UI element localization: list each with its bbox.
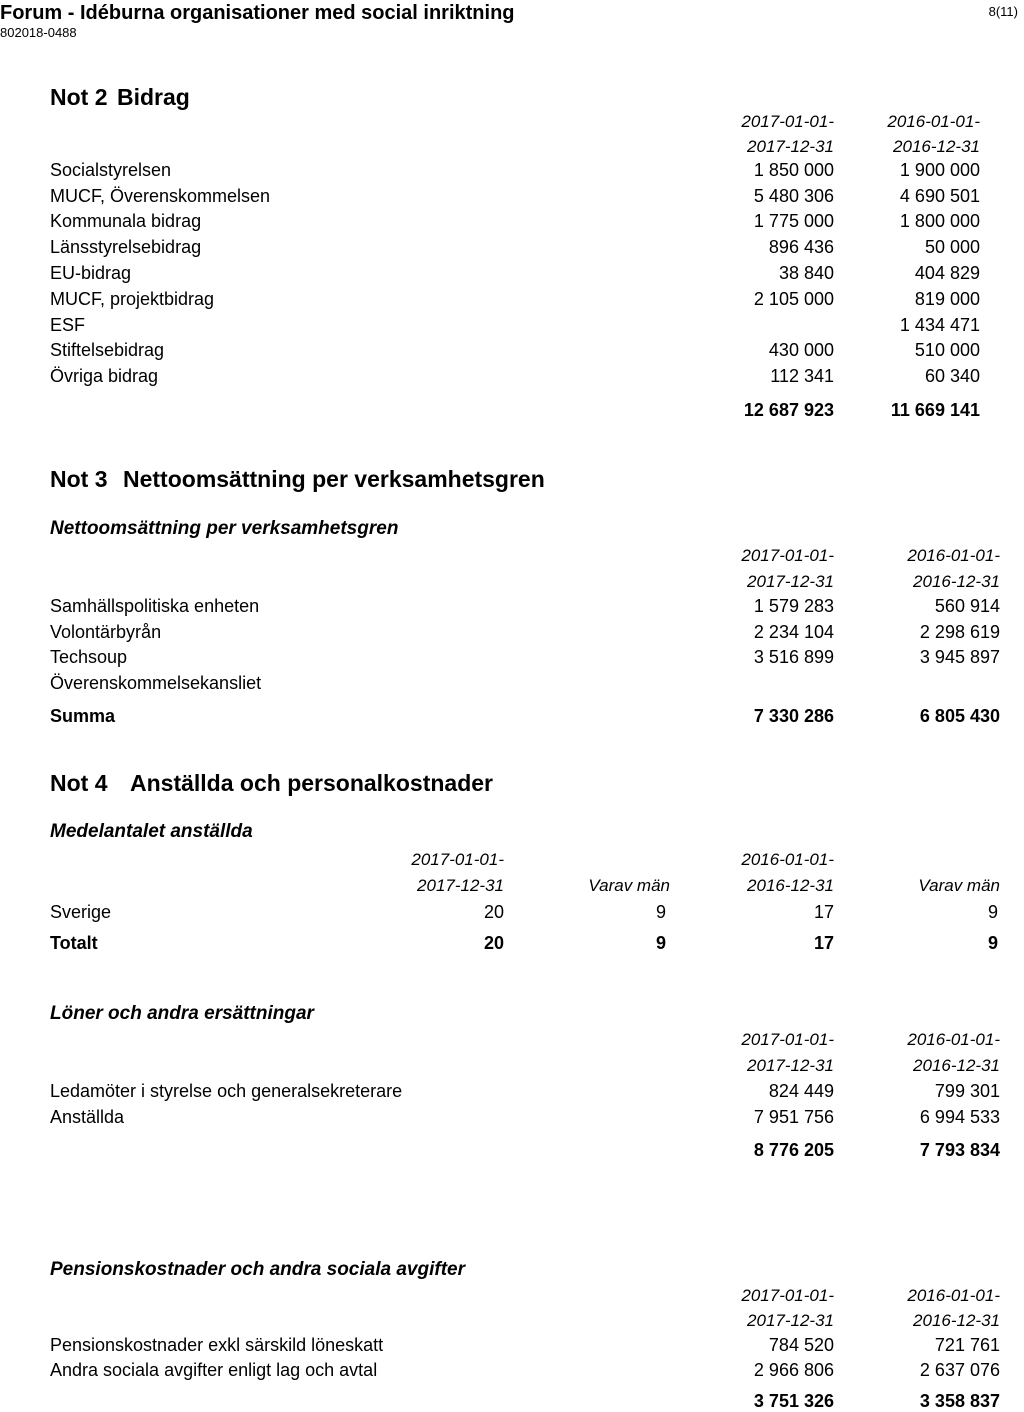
- note3-row-2017: 1 579 283: [753, 596, 834, 616]
- note2-row-2017: 2 105 000: [753, 289, 834, 309]
- note2-title: Bidrag: [117, 84, 190, 110]
- note3-total-2016: 6 805 430: [919, 706, 1000, 726]
- note2-row-2016: 1 900 000: [899, 160, 980, 180]
- note3-row-2016: 3 945 897: [919, 647, 1000, 667]
- note2-row-label: Socialstyrelsen: [50, 160, 172, 180]
- pensions-row-2016: 2 637 076: [919, 1360, 1000, 1380]
- employees-row-label: Sverige: [50, 902, 112, 922]
- salaries-row-2016: 6 994 533: [919, 1107, 1000, 1127]
- document-title: Forum - Idéburna organisationer med social inriktning: [0, 2, 515, 24]
- note3-number: Not 3: [50, 466, 108, 492]
- employees-total-men-2017: 9: [655, 933, 666, 953]
- note2-row-label: MUCF, projektbidrag: [50, 289, 215, 309]
- employees-total-men-2016: 9: [987, 933, 998, 953]
- employees-period-2016-start: 2016-01-01-: [741, 850, 834, 869]
- note3-title: Nettoomsättning per verksamhetsgren: [123, 466, 545, 492]
- pensions-subtitle: Pensionskostnader och andra sociala avgifter: [50, 1259, 465, 1280]
- employees-subtitle: Medelantalet anställda: [50, 821, 253, 842]
- employees-total-2016: 17: [813, 933, 834, 953]
- note3-row-label: Överenskommelsekansliet: [50, 673, 262, 693]
- employees-period-2016-end: 2016-12-31: [747, 876, 834, 895]
- employees-row-men-2017: 9: [655, 902, 666, 922]
- note2-row-label: EU-bidrag: [50, 263, 132, 283]
- salaries-period-2016-end: 2016-12-31: [913, 1056, 1000, 1075]
- pensions-period-2017-start: 2017-01-01-: [741, 1286, 834, 1305]
- note2-period-2016-end: 2016-12-31: [893, 137, 980, 156]
- note2-row-2016: 510 000: [914, 340, 980, 360]
- salaries-subtitle: Löner och andra ersättningar: [50, 1003, 314, 1024]
- salaries-period-2016-start: 2016-01-01-: [907, 1030, 1000, 1049]
- employees-row-2017: 20: [483, 902, 504, 922]
- note3-period-2017-end: 2017-12-31: [747, 572, 834, 591]
- pensions-period-2016-start: 2016-01-01-: [907, 1286, 1000, 1305]
- note3-row-label: Volontärbyrån: [50, 622, 162, 642]
- note3-subtitle: Nettoomsättning per verksamhetsgren: [50, 518, 399, 539]
- note2-row-2016: 1 800 000: [899, 211, 980, 231]
- note3-period-2016-end: 2016-12-31: [913, 572, 1000, 591]
- pensions-row-label: Pensionskostnader exkl särskild löneskatt: [50, 1335, 384, 1355]
- note2-row-2017: 112 341: [770, 366, 834, 386]
- pensions-row-2017: 784 520: [768, 1335, 834, 1355]
- salaries-period-2017-start: 2017-01-01-: [741, 1030, 834, 1049]
- note2-row-label: Övriga bidrag: [50, 366, 159, 386]
- employees-total-label: Totalt: [50, 933, 98, 953]
- note4-title: Anställda och personalkostnader: [130, 770, 493, 796]
- employees-men-header-2017: Varav män: [588, 876, 670, 895]
- note2-row-2017: 896 436: [768, 237, 834, 257]
- note3-total-label: Summa: [50, 706, 116, 726]
- pensions-row-2017: 2 966 806: [753, 1360, 834, 1380]
- salaries-row-2017: 824 449: [768, 1081, 834, 1101]
- employees-row-men-2016: 9: [987, 902, 998, 922]
- salaries-total-2016: 7 793 834: [919, 1140, 1000, 1160]
- salaries-period-2017-end: 2017-12-31: [747, 1056, 834, 1075]
- note3-row-label: Techsoup: [50, 647, 128, 667]
- note2-row-label: Stiftelsebidrag: [50, 340, 165, 360]
- pensions-period-2017-end: 2017-12-31: [747, 1311, 834, 1330]
- employees-period-2017-end: 2017-12-31: [417, 876, 504, 895]
- note2-row-2016: 60 340: [924, 366, 980, 386]
- note2-row-2016: 4 690 501: [899, 186, 980, 206]
- note2-row-label: ESF: [50, 315, 86, 335]
- note2-row-2016: 50 000: [924, 237, 980, 257]
- note3-total-2017: 7 330 286: [753, 706, 834, 726]
- note2-row-label: Kommunala bidrag: [50, 211, 202, 231]
- note2-row-2017: 1 850 000: [753, 160, 834, 180]
- pensions-row-label: Andra sociala avgifter enligt lag och avtal: [50, 1360, 378, 1380]
- note2-row-label: MUCF, Överenskommelsen: [50, 186, 271, 206]
- pensions-total-2016: 3 358 837: [919, 1391, 1000, 1411]
- note2-row-2016: 819 000: [914, 289, 980, 309]
- salaries-row-label: Ledamöter i styrelse och generalsekreterare: [50, 1081, 403, 1101]
- salaries-row-label: Anställda: [50, 1107, 125, 1127]
- salaries-row-2016: 799 301: [934, 1081, 1000, 1101]
- note3-row-2017: 3 516 899: [753, 647, 834, 667]
- pensions-row-2016: 721 761: [934, 1335, 1000, 1355]
- employees-total-2017: 20: [483, 933, 504, 953]
- note3-period-2016-start: 2016-01-01-: [907, 546, 1000, 565]
- employees-men-header-2016: Varav män: [918, 876, 1000, 895]
- note2-period-2017-start: 2017-01-01-: [741, 112, 834, 131]
- note2-row-2016: 404 829: [914, 263, 980, 283]
- organisation-number: 802018-0488: [0, 25, 77, 40]
- note2-row-2017: 1 775 000: [753, 211, 834, 231]
- note2-row-2016: 1 434 471: [899, 315, 980, 335]
- salaries-row-2017: 7 951 756: [753, 1107, 834, 1127]
- note3-row-2016: 560 914: [934, 596, 1000, 616]
- note4-number: Not 4: [50, 770, 108, 796]
- note3-row-2016: 2 298 619: [919, 622, 1000, 642]
- employees-period-2017-start: 2017-01-01-: [411, 850, 504, 869]
- note2-row-label: Länsstyrelsebidrag: [50, 237, 202, 257]
- note3-row-2017: 2 234 104: [753, 622, 834, 642]
- pensions-total-2017: 3 751 326: [753, 1391, 834, 1411]
- note3-row-label: Samhällspolitiska enheten: [50, 596, 260, 616]
- note2-row-2017: 5 480 306: [753, 186, 834, 206]
- note2-period-2016-start: 2016-01-01-: [887, 112, 980, 131]
- note3-period-2017-start: 2017-01-01-: [741, 546, 834, 565]
- employees-row-2016: 17: [813, 902, 834, 922]
- pensions-period-2016-end: 2016-12-31: [913, 1311, 1000, 1330]
- note2-total-2016: 11 669 141: [890, 400, 980, 420]
- salaries-total-2017: 8 776 205: [753, 1140, 834, 1160]
- note2-row-2017: 430 000: [768, 340, 834, 360]
- page-number: 8(11): [988, 4, 1018, 19]
- note2-row-2017: 38 840: [778, 263, 834, 283]
- note2-period-2017-end: 2017-12-31: [747, 137, 834, 156]
- note2-total-2017: 12 687 923: [743, 400, 834, 420]
- note2-number: Not 2: [50, 84, 108, 110]
